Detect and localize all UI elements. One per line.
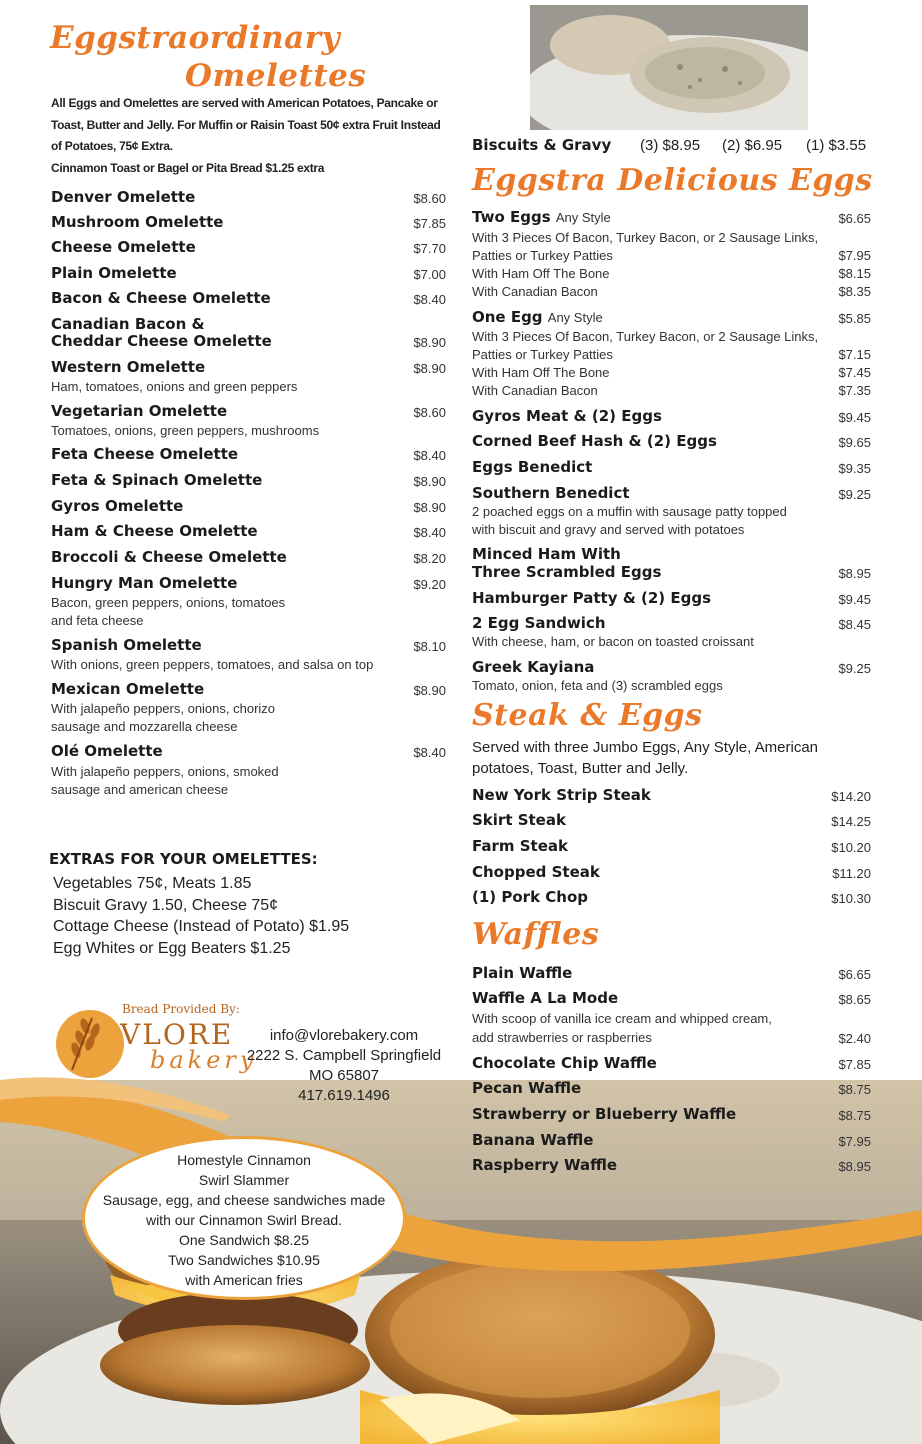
menu-item-addon-price: $2.40: [838, 1031, 871, 1046]
menu-item-price: $10.30: [831, 891, 871, 906]
extras-line: Vegetables 75¢, Meats 1.85: [53, 875, 252, 892]
menu-item-name: Mexican Omelette: [51, 680, 205, 698]
extras-list: [53, 873, 349, 959]
menu-item-price: $6.65: [838, 211, 871, 226]
menu-item-price: $8.40: [413, 745, 446, 760]
menu-option-price: $8.35: [838, 284, 871, 299]
menu-item-price: $9.45: [838, 410, 871, 425]
menu-item-price: $8.40: [413, 525, 446, 540]
menu-item-name: Mushroom Omelette: [51, 213, 224, 231]
steak-intro-line: Served with three Jumbo Eggs, Any Style, American: [472, 739, 819, 756]
menu-option-price: $7.45: [838, 365, 871, 380]
menu-item-price: $8.65: [838, 992, 871, 1007]
menu-item-price: $10.20: [831, 840, 871, 855]
menu-item-price: $8.20: [413, 551, 446, 566]
menu-item-desc: and feta cheese: [51, 613, 144, 628]
extras-title: EXTRAS FOR YOUR OMELETTES:: [49, 850, 318, 868]
slammer-text: [82, 1150, 406, 1290]
menu-item-price: $7.95: [838, 1134, 871, 1149]
menu-item-price: $7.85: [838, 1057, 871, 1072]
menu-item-desc: sausage and mozzarella cheese: [51, 719, 238, 734]
omelettes-title-line1: Eggstraordinary: [50, 20, 341, 56]
menu-item-price: $9.20: [413, 577, 446, 592]
biscuits-price-3: (3) $8.95: [640, 137, 701, 154]
menu-option-price: $8.15: [838, 266, 871, 281]
extras-line: Cottage Cheese (Instead of Potato) $1.95: [53, 918, 350, 935]
bakery-phone: 417.619.1496: [298, 1087, 390, 1104]
menu-item-name: Bacon & Cheese Omelette: [51, 289, 271, 307]
menu-item-desc: sausage and american cheese: [51, 782, 229, 797]
steak-intro-line: potatoes, Toast, Butter and Jelly.: [472, 760, 689, 777]
bakery-logo-subname: bakery: [150, 1046, 258, 1074]
slammer-line: Two Sandwiches $10.95: [168, 1252, 320, 1268]
menu-item-price: $9.25: [838, 661, 871, 676]
menu-item-name: Western Omelette: [51, 358, 206, 376]
menu-option-text: Patties or Turkey Patties: [472, 347, 613, 362]
menu-item-name: Farm Steak: [472, 837, 568, 855]
menu-item-note: Any Style: [547, 310, 603, 325]
menu-item-price: $8.90: [413, 683, 446, 698]
omelettes-title-line2: Omelettes: [185, 58, 367, 94]
slammer-line: Homestyle Cinnamon: [177, 1152, 311, 1168]
menu-item-name: 2 Egg Sandwich: [472, 614, 606, 632]
menu-item-price: $8.95: [838, 566, 871, 581]
menu-item-desc: With scoop of vanilla ice cream and whipped cream,: [472, 1011, 772, 1026]
intro-line: Toast, Butter and Jelly. For Muffin or Raisin Toast 50¢ extra Fruit Instead: [51, 117, 441, 132]
omelettes-intro: [51, 93, 451, 179]
menu-item-price: $8.90: [413, 474, 446, 489]
menu-item-name: New York Strip Steak: [472, 786, 651, 804]
menu-item-name: Corned Beef Hash & (2) Eggs: [472, 432, 717, 450]
menu-item-name-line2: Cheddar Cheese Omelette: [51, 332, 272, 350]
biscuits-price-2: (2) $6.95: [722, 137, 783, 154]
intro-line: Cinnamon Toast or Bagel or Pita Bread $1.25 extra: [51, 160, 325, 175]
bakery-email: info@vlorebakery.com: [269, 1027, 419, 1044]
bakery-address: MO 65807: [308, 1067, 380, 1084]
menu-item-name: Southern Benedict: [472, 484, 630, 502]
menu-item-price: $7.00: [413, 267, 446, 282]
menu-item-name: Greek Kayiana: [472, 658, 595, 676]
bakery-logo-name: VLORE: [120, 1018, 234, 1051]
menu-option-price: $7.15: [838, 347, 871, 362]
slammer-line: with our Cinnamon Swirl Bread.: [145, 1212, 343, 1228]
menu-option-text: With Canadian Bacon: [472, 383, 598, 398]
menu-item-price: $9.25: [838, 487, 871, 502]
bakery-logo: [50, 1002, 258, 1084]
menu-option-text: With Ham Off The Bone: [472, 266, 610, 281]
intro-line: All Eggs and Omelettes are served with American Potatoes, Pancake or: [51, 96, 438, 110]
menu-option-text: With Canadian Bacon: [472, 284, 598, 299]
biscuits-gravy-photo: [530, 5, 808, 130]
menu-item-name: Denver Omelette: [51, 188, 196, 206]
extras-line: Biscuit Gravy 1.50, Cheese 75¢: [53, 896, 279, 914]
intro-line: of Potatoes, 75¢ Extra.: [51, 139, 173, 153]
menu-item-note: Any Style: [555, 210, 611, 225]
menu-item-name: Gyros Omelette: [51, 497, 184, 515]
menu-item-desc: 2 poached eggs on a muffin with sausage patty topped: [472, 504, 787, 519]
menu-item-price: $8.90: [413, 335, 446, 350]
menu-item-name: Plain Omelette: [51, 264, 177, 282]
menu-item-price: $8.60: [413, 405, 446, 420]
slammer-line: Swirl Slammer: [198, 1172, 290, 1188]
menu-item-desc: Tomato, onion, feta and (3) scrambled eggs: [472, 678, 723, 693]
menu-item-name: Canadian Bacon &: [51, 315, 205, 333]
bakery-address: 2222 S. Campbell Springfield: [246, 1047, 442, 1064]
menu-item-price: $8.75: [838, 1108, 871, 1123]
menu-item-desc: Ham, tomatoes, onions and green peppers: [51, 379, 298, 394]
menu-option-text: With Ham Off The Bone: [472, 365, 610, 380]
extras-line: Egg Whites or Egg Beaters $1.25: [53, 939, 291, 957]
menu-item-name: [472, 209, 611, 226]
menu-item-price: $6.65: [838, 967, 871, 982]
biscuits-name: Biscuits & Gravy: [472, 136, 612, 154]
menu-item-name-line2: Three Scrambled Eggs: [472, 563, 662, 581]
menu-item-name: Feta & Spinach Omelette: [51, 471, 263, 489]
menu-item-price: $8.45: [838, 617, 871, 632]
menu-item-name: Plain Waffle: [472, 964, 573, 982]
menu-item-desc: Tomatoes, onions, green peppers, mushrooms: [51, 423, 320, 438]
menu-item-price: $7.70: [413, 241, 446, 256]
menu-item-desc: With jalapeño peppers, onions, chorizo: [51, 701, 276, 716]
menu-item-price: $14.20: [831, 789, 871, 804]
menu-item-desc: With cheese, ham, or bacon on toasted croissant: [472, 634, 754, 649]
menu-item-price: $8.60: [413, 191, 446, 206]
menu-item-name: Cheese Omelette: [51, 238, 196, 256]
menu-option-text: Patties or Turkey Patties: [472, 248, 613, 263]
menu-item-name: Feta Cheese Omelette: [51, 445, 239, 463]
menu-item-price: $11.20: [832, 866, 871, 881]
menu-item-price: $8.95: [838, 1159, 871, 1174]
menu-item-name-text: Two Eggs: [472, 208, 551, 226]
menu-item-desc: add strawberries or raspberries: [472, 1030, 652, 1045]
eggs-title: Eggstra Delicious Eggs: [472, 163, 873, 198]
steak-intro: [472, 737, 818, 779]
menu-item-price: $7.85: [413, 216, 446, 231]
menu-item-name: Raspberry Waffle: [472, 1156, 618, 1174]
slammer-line: with American fries: [185, 1272, 303, 1288]
menu-item-desc: With jalapeño peppers, onions, smoked: [51, 764, 279, 779]
menu-item-name: Waffle A La Mode: [472, 989, 619, 1007]
menu-item-name: Gyros Meat & (2) Eggs: [472, 407, 662, 425]
wheat-icon: [50, 1006, 128, 1080]
menu-item-name: Broccoli & Cheese Omelette: [51, 548, 287, 566]
menu-item-price: $8.40: [413, 292, 446, 307]
biscuits-price-1: (1) $3.55: [806, 137, 867, 154]
menu-item-price: $5.85: [838, 311, 871, 326]
menu-item-name: Strawberry or Blueberry Waffle: [472, 1105, 737, 1123]
menu-item-price: $8.40: [413, 448, 446, 463]
menu-item-price: $8.90: [413, 361, 446, 376]
menu-item-price: $14.25: [831, 814, 871, 829]
menu-option-text: With 3 Pieces Of Bacon, Turkey Bacon, or 2 Sausage Links,: [472, 329, 819, 344]
menu-item-name: Eggs Benedict: [472, 458, 593, 476]
menu-item-name: Spanish Omelette: [51, 636, 202, 654]
menu-option-text: With 3 Pieces Of Bacon, Turkey Bacon, or 2 Sausage Links,: [472, 230, 819, 245]
menu-item-name: Pecan Waffle: [472, 1079, 582, 1097]
menu-item-name: Skirt Steak: [472, 811, 566, 829]
menu-item-name: [472, 309, 603, 326]
menu-item-name-text: One Egg: [472, 308, 543, 326]
menu-item-name: Chocolate Chip Waffle: [472, 1054, 657, 1072]
menu-item-price: $9.45: [838, 592, 871, 607]
menu-item-price: $9.65: [838, 435, 871, 450]
menu-item-price: $8.75: [838, 1082, 871, 1097]
menu-option-price: $7.35: [838, 383, 871, 398]
menu-option-price: $7.95: [838, 248, 871, 263]
menu-item-name: Ham & Cheese Omelette: [51, 522, 258, 540]
menu-item-price: $8.10: [413, 639, 446, 654]
menu-item-name: Hungry Man Omelette: [51, 574, 238, 592]
menu-item-name: Chopped Steak: [472, 863, 600, 881]
waffles-title: Waffles: [472, 917, 600, 952]
menu-item-desc: with biscuit and gravy and served with potatoes: [472, 522, 745, 537]
menu-item-name: Hamburger Patty & (2) Eggs: [472, 589, 712, 607]
menu-item-name: Minced Ham With: [472, 545, 621, 563]
menu-item-name: Vegetarian Omelette: [51, 402, 228, 420]
bakery-contact: [244, 1026, 444, 1106]
bread-provided-label: Bread Provided By:: [122, 1002, 240, 1016]
steak-title: Steak & Eggs: [472, 698, 703, 733]
menu-item-name: Banana Waffle: [472, 1131, 594, 1149]
slammer-line: Sausage, egg, and cheese sandwiches made: [102, 1192, 386, 1208]
slammer-line: One Sandwich $8.25: [179, 1232, 309, 1248]
menu-item-name: Olé Omelette: [51, 742, 163, 760]
menu-item-desc: With onions, green peppers, tomatoes, and salsa on top: [51, 657, 374, 672]
menu-item-price: $9.35: [838, 461, 871, 476]
menu-item-price: $8.90: [413, 500, 446, 515]
menu-item-name: (1) Pork Chop: [472, 888, 588, 906]
menu-item-desc: Bacon, green peppers, onions, tomatoes: [51, 595, 286, 610]
